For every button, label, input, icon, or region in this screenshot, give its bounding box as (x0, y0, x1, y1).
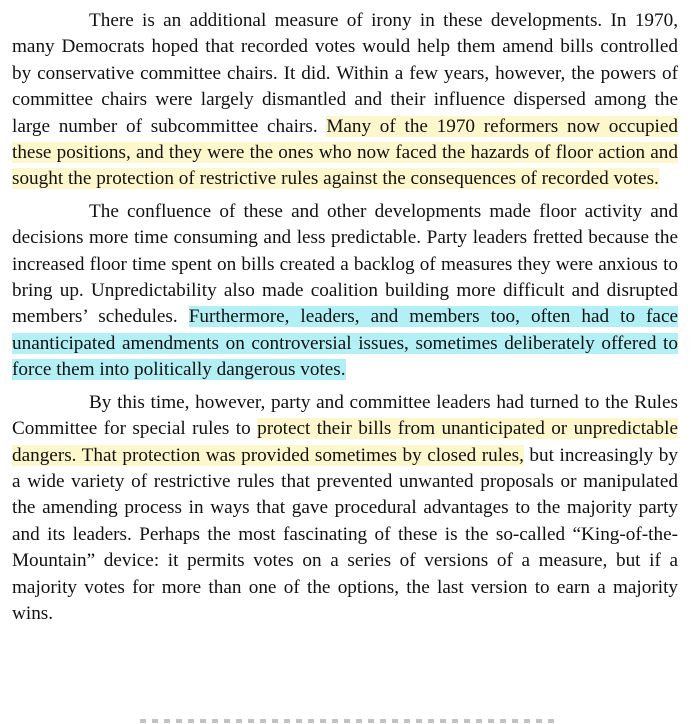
highlight-yellow-protection: protect their bills from unanticipated or unpredictable dangers. That protection was provided sometimes by closed rules, (12, 418, 678, 466)
page-cut-edge (140, 719, 560, 723)
paragraph-3 (12, 390, 678, 628)
paragraph-2-text: The confluence of these and other developments made floor activity and decisions more time consuming and less predictable. Party leaders fretted because the increased floor time spent on bills created a backlog of measures they were anxious to bring up. Unpredictability also made coalition building more difficult and disrupted members’ schedules. (12, 200, 678, 328)
highlight-blue-amendments: Furthermore, leaders, and members too, often had to face unanticipated amendments on controversial issues, sometimes deliberately offered to force them into politically dangerous votes. (12, 306, 678, 381)
document-page (12, 8, 678, 633)
paragraph-1-text: There is an additional measure of irony in these developments. In 1970, many Democrats hoped that recorded votes would help them amend bills controlled by conservative committee chairs. It did. Within a few years, however, the powers of committee chairs were largely dismantled and their influence dispersed among the large number of subcommittee chairs. (12, 10, 678, 137)
paragraph-2 (12, 199, 678, 384)
paragraph-3-text-end: but increasingly by a wide variety of restrictive rules that prevented unwanted proposals or manipulated the amending process in ways that gave procedural advantages to the majority party and its leaders. Perhaps the most fascinating of these is the so-called “King-of-the-Mountain” device: it permits votes on a series of versions of a measure, but if a majority votes for more than one of the options, the last version to earn a majority wins. (12, 444, 678, 624)
highlight-yellow-reformers: Many of the 1970 reformers now occupied these positions, and they were the ones who now faced the hazards of floor action and sought the protection of restrictive rules against the consequences of recorded votes. (12, 115, 678, 190)
paragraph-1 (12, 8, 678, 193)
paragraph-3-text-start: By this time, however, party and committee leaders had turned to the Rules Committee for special rules to (12, 391, 678, 440)
